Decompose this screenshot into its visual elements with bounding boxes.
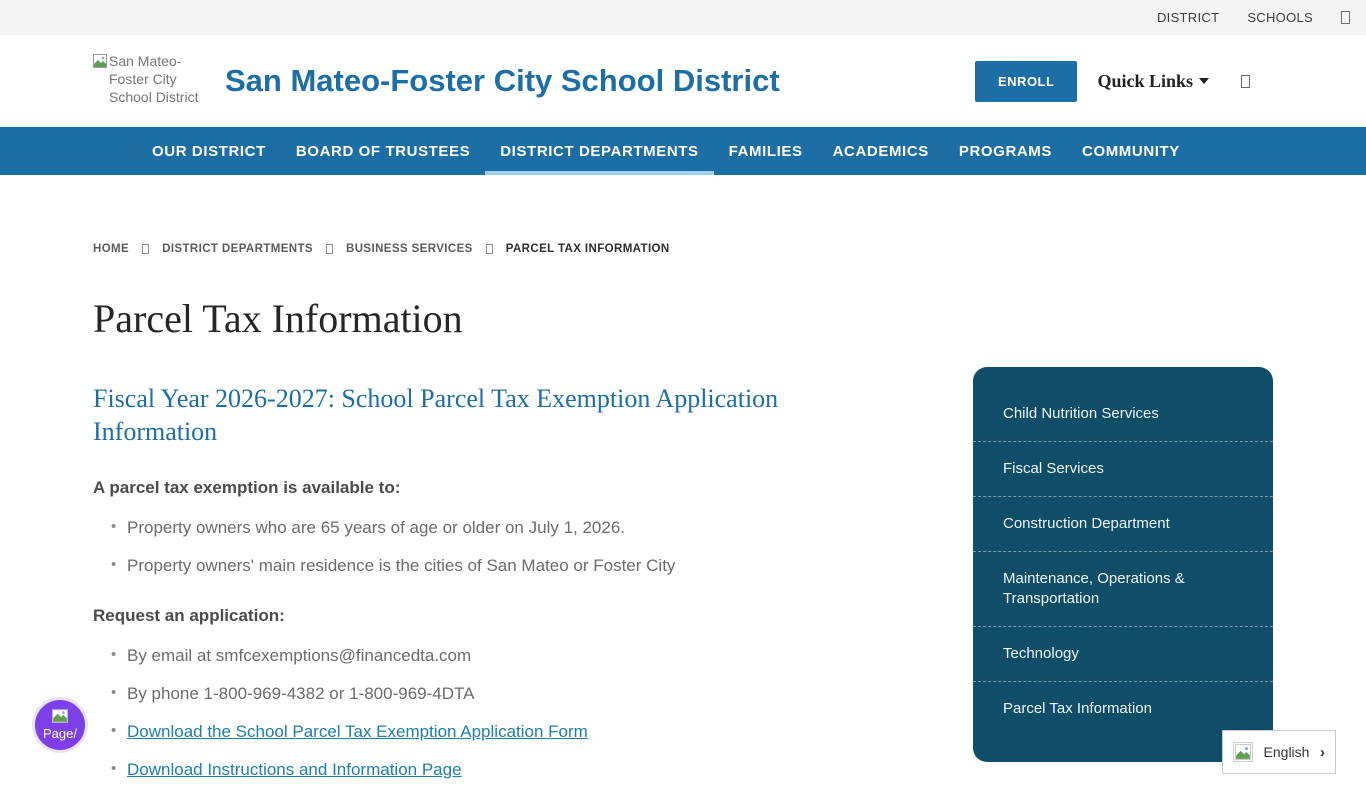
page-assist-button[interactable]: [32, 697, 88, 753]
breadcrumb-separator-icon: [486, 244, 493, 254]
nav-item-our-district[interactable]: OUR DISTRICT: [152, 142, 266, 160]
main-nav: [0, 127, 1366, 175]
breadcrumb: [93, 243, 1366, 255]
nav-item-programs[interactable]: PROGRAMS: [958, 142, 1053, 160]
exemption-form-link[interactable]: Download the School Parcel Tax Exemption Application Form: [127, 722, 588, 741]
breadcrumb-business-services[interactable]: BUSINESS SERVICES: [346, 243, 473, 255]
nav-item-families[interactable]: FAMILIES: [728, 142, 803, 160]
instructions-link[interactable]: Download Instructions and Information Page: [127, 760, 462, 779]
sidebar-item-parcel-tax[interactable]: Parcel Tax Information: [1003, 700, 1152, 717]
available-list: [113, 518, 823, 576]
nav-item-district-departments[interactable]: DISTRICT DEPARTMENTS: [485, 127, 713, 175]
logo-alt-text: San Mateo-Foster City School District: [109, 53, 199, 105]
available-heading: A parcel tax exemption is available to:: [93, 478, 401, 497]
header-actions: [975, 61, 1350, 102]
schools-link[interactable]: SCHOOLS: [1247, 10, 1313, 25]
department-sidebar: [973, 367, 1273, 762]
list-item: • By email at smfcexemptions@financedta.com: [113, 646, 823, 666]
sidebar-item-technology[interactable]: Technology: [973, 627, 1273, 682]
site-header: [0, 35, 1366, 127]
quick-links-label: Quick Links: [1097, 70, 1193, 91]
sidebar-item-child-nutrition[interactable]: Child Nutrition Services: [973, 387, 1273, 442]
content-area: [93, 372, 1366, 798]
sidebar-item-construction[interactable]: Construction Department: [973, 497, 1273, 552]
chevron-down-icon: [1199, 78, 1209, 84]
broken-image-icon: [93, 54, 107, 72]
breadcrumb-separator-icon: [142, 244, 149, 254]
sidebar-item-maintenance-ops[interactable]: Maintenance, Operations & Transportation: [973, 552, 1273, 627]
translate-icon: [1233, 742, 1253, 762]
breadcrumb-separator-icon: [326, 244, 333, 254]
list-item: [113, 722, 823, 742]
sidebar-item-fiscal-services[interactable]: Fiscal Services: [973, 442, 1273, 497]
utility-search-icon[interactable]: [1341, 11, 1350, 24]
page-title: Parcel Tax Information: [93, 296, 463, 341]
request-heading: Request an application:: [93, 606, 285, 625]
broken-image-icon: [52, 709, 68, 726]
breadcrumb-home[interactable]: HOME: [93, 243, 130, 255]
breadcrumb-district-departments[interactable]: DISTRICT DEPARTMENTS: [162, 243, 314, 255]
article-body: [93, 372, 823, 798]
request-list: [113, 646, 823, 780]
nav-item-academics[interactable]: ACADEMICS: [832, 142, 929, 160]
list-item: • By phone 1-800-969-4382 or 1-800-969-4DTA: [113, 684, 823, 704]
chevron-right-icon: ›: [1320, 743, 1325, 761]
district-logo[interactable]: [93, 52, 211, 110]
section-heading: Fiscal Year 2026-2027: School Parcel Tax Exemption Application Information: [93, 384, 779, 446]
enroll-button[interactable]: ENROLL: [975, 61, 1077, 102]
page-assist-label: Page/: [43, 726, 77, 741]
header-search-icon[interactable]: [1241, 75, 1250, 88]
breadcrumb-current-page: PARCEL TAX INFORMATION: [505, 243, 670, 255]
utility-bar: [0, 0, 1366, 35]
language-selector[interactable]: [1222, 730, 1336, 774]
list-item: • Property owners who are 65 years of age or older on July 1, 2026.: [113, 518, 823, 538]
quick-links-dropdown[interactable]: [1097, 71, 1209, 92]
district-link[interactable]: DISTRICT: [1156, 10, 1220, 25]
nav-item-community[interactable]: COMMUNITY: [1082, 142, 1180, 160]
list-item: [113, 760, 823, 780]
site-title: San Mateo-Foster City School District: [225, 63, 780, 98]
language-label: English: [1263, 744, 1310, 760]
nav-item-board-of-trustees[interactable]: BOARD OF TRUSTEES: [295, 142, 471, 160]
list-item: • Property owners' main residence is the cities of San Mateo or Foster City: [113, 556, 823, 576]
